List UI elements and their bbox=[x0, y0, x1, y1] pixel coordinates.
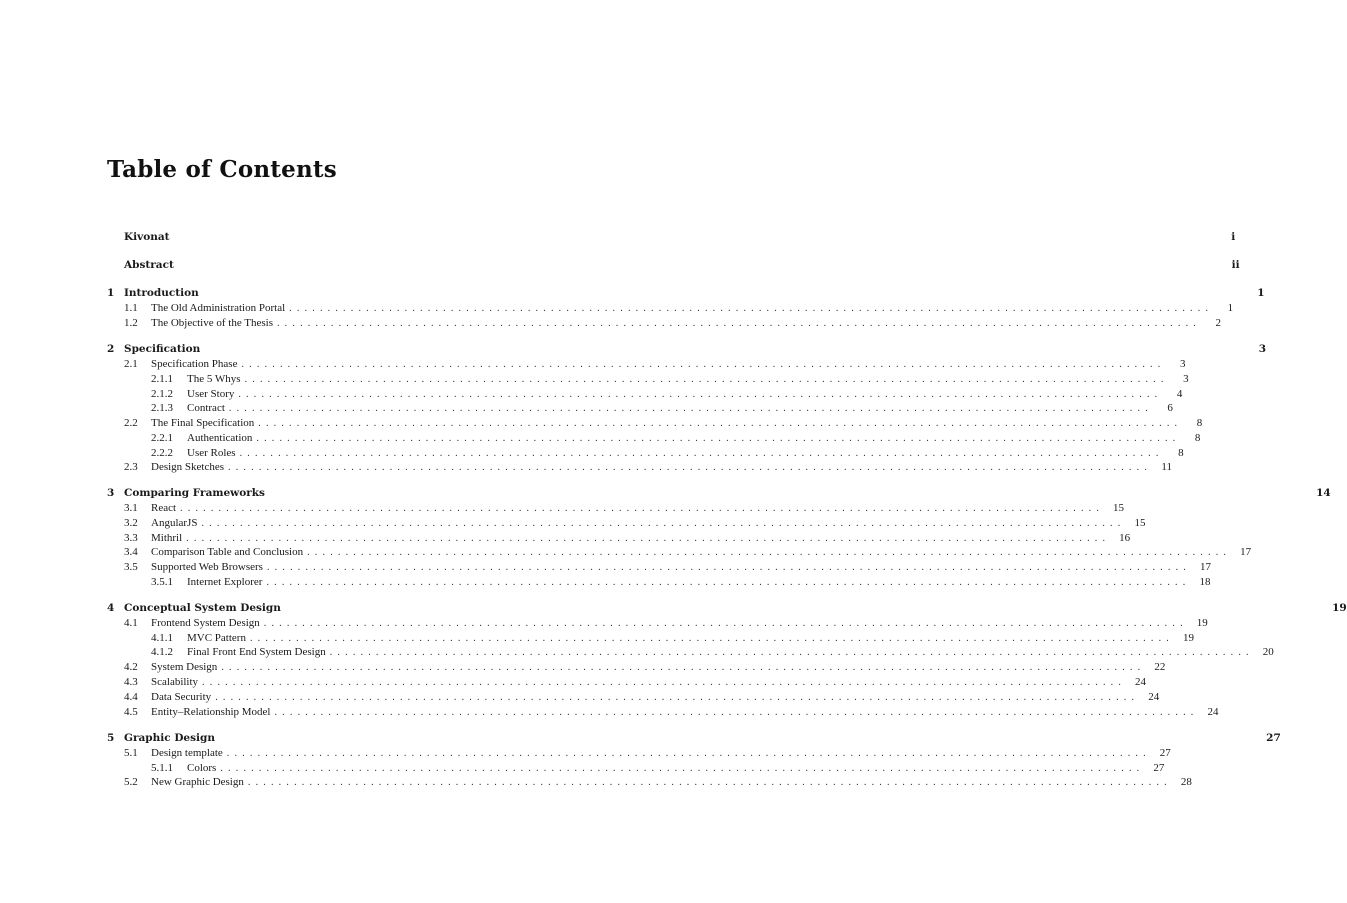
toc-entry[interactable] bbox=[107, 259, 1240, 273]
toc-entry-number: 3.1 bbox=[124, 502, 138, 514]
toc-entry[interactable] bbox=[107, 373, 1189, 387]
toc-entry-title: Comparison Table and Conclusion bbox=[151, 546, 304, 558]
toc-entry-title: Entity–Relationship Model bbox=[151, 706, 271, 718]
toc-leader-dots: ........................................................................................................................ bbox=[247, 777, 1172, 788]
toc-entry-number: 5.1.1 bbox=[151, 762, 173, 774]
toc-entry-title: User Story bbox=[187, 388, 235, 400]
toc-entry-title: System Design bbox=[151, 661, 218, 673]
toc-leader-dots: ........................................................................................................................ bbox=[266, 577, 1191, 588]
toc-entry-page: 1 bbox=[1227, 302, 1234, 314]
toc-leader-dots: ........................................................................................................................ bbox=[241, 359, 1166, 370]
toc-entry-number: 3.2 bbox=[124, 517, 138, 529]
toc-entry-number: 2.2.1 bbox=[151, 432, 173, 444]
toc-entry[interactable] bbox=[107, 487, 1331, 501]
toc-entry-title: The Final Specification bbox=[151, 417, 255, 429]
toc-entry-title: Authentication bbox=[187, 432, 253, 444]
toc-entry[interactable] bbox=[107, 732, 1281, 746]
toc-entry-title: MVC Pattern bbox=[187, 632, 246, 644]
toc-entry-title: Graphic Design bbox=[124, 732, 215, 744]
toc-leader-dots: ........................................................................................................................ bbox=[238, 389, 1163, 400]
toc-entry-title: New Graphic Design bbox=[151, 776, 244, 788]
toc-entry-number: 4.5 bbox=[124, 706, 138, 718]
toc-entry[interactable] bbox=[107, 402, 1173, 416]
toc-entry[interactable] bbox=[107, 358, 1186, 372]
toc-entry[interactable] bbox=[107, 776, 1192, 790]
toc-entry[interactable] bbox=[107, 691, 1160, 705]
toc-entry-title: Conceptual System Design bbox=[124, 602, 281, 614]
toc-entry-title: Kivonat bbox=[124, 231, 170, 243]
toc-entry[interactable] bbox=[107, 762, 1165, 776]
page-title: Table of Contents bbox=[107, 156, 337, 183]
toc-entry-title: Design template bbox=[151, 747, 223, 759]
toc-leader-dots: ........................................................................................................................ bbox=[226, 748, 1151, 759]
toc-entry-title: Frontend System Design bbox=[151, 617, 260, 629]
toc-entry-title: Design Sketches bbox=[151, 461, 225, 473]
toc-entry-number: 2.2.2 bbox=[151, 447, 173, 459]
toc-leader-dots: ........................................................................................................................ bbox=[186, 533, 1111, 544]
toc-entry-number: 2.1.2 bbox=[151, 388, 173, 400]
toc-entry-page: 1 bbox=[1257, 287, 1265, 299]
toc-entry[interactable] bbox=[107, 617, 1208, 631]
toc-entry[interactable] bbox=[107, 432, 1201, 446]
toc-entry-page: 24 bbox=[1135, 676, 1147, 688]
toc-leader-dots: ........................................................................................................................ bbox=[244, 374, 1169, 385]
toc-entry-number: 4.1 bbox=[124, 617, 138, 629]
toc-entry-number: 4.2 bbox=[124, 661, 138, 673]
toc-entry[interactable] bbox=[107, 447, 1184, 461]
toc-entry-page: 3 bbox=[1179, 358, 1186, 370]
toc-entry-number: 3.4 bbox=[124, 546, 138, 558]
toc-leader-dots: ........................................................................................................................ bbox=[239, 448, 1164, 459]
toc-entry-number: 5.1 bbox=[124, 747, 138, 759]
toc-entry-number: 2.1.3 bbox=[151, 402, 173, 414]
toc-entry-title: Final Front End System Design bbox=[187, 646, 326, 658]
toc-leader-dots: ........................................................................................................................ bbox=[307, 547, 1232, 558]
toc-entry-page: 20 bbox=[1262, 646, 1274, 658]
toc-entry-page: ii bbox=[1231, 259, 1240, 271]
toc-entry-title: Introduction bbox=[124, 287, 199, 299]
toc-entry-page: 14 bbox=[1316, 487, 1331, 499]
toc-entry-page: 17 bbox=[1199, 561, 1211, 573]
toc-entry[interactable] bbox=[107, 532, 1131, 546]
toc-entry-number: 5 bbox=[107, 732, 115, 744]
toc-entry[interactable] bbox=[107, 747, 1171, 761]
toc-leader-dots: ........................................................................................................................ bbox=[329, 647, 1254, 658]
toc-entry-title: Colors bbox=[187, 762, 217, 774]
toc-entry-title: User Roles bbox=[187, 447, 236, 459]
toc-leader-dots: ........................................................................................................................ bbox=[228, 403, 1153, 414]
toc-leader-dots: ........................................................................................................................ bbox=[276, 318, 1201, 329]
toc-entry-title: The Objective of the Thesis bbox=[151, 317, 273, 329]
toc-entry-page: 3 bbox=[1258, 343, 1267, 355]
toc-entry[interactable] bbox=[107, 706, 1219, 720]
toc-entry-number: 2.1 bbox=[124, 358, 138, 370]
toc-leader-dots: ........................................................................................................................ bbox=[202, 677, 1127, 688]
toc-entry[interactable] bbox=[107, 546, 1252, 560]
toc-entry[interactable] bbox=[107, 461, 1173, 475]
toc-entry-number: 4.3 bbox=[124, 676, 138, 688]
toc-entry-page: 24 bbox=[1207, 706, 1219, 718]
toc-leader-dots: ........................................................................................................................ bbox=[221, 662, 1146, 673]
toc-leader-dots: ........................................................................................................................ bbox=[289, 303, 1214, 314]
toc-entry[interactable] bbox=[107, 646, 1274, 660]
toc-entry-page: 16 bbox=[1119, 532, 1131, 544]
toc-leader-dots: ........................................................................................................................ bbox=[274, 707, 1199, 718]
toc-entry[interactable] bbox=[107, 417, 1203, 431]
toc-entry-number: 3.3 bbox=[124, 532, 138, 544]
toc-entry[interactable] bbox=[107, 388, 1183, 402]
toc-leader-dots: ........................................................................................................................ bbox=[228, 462, 1153, 473]
toc-entry-page: 15 bbox=[1134, 517, 1146, 529]
toc-entry-title: Comparing Frameworks bbox=[124, 487, 265, 499]
toc-entry[interactable] bbox=[107, 602, 1347, 616]
toc-entry-title: The Old Administration Portal bbox=[151, 302, 286, 314]
toc-entry-number: 1.1 bbox=[124, 302, 138, 314]
toc-entry[interactable] bbox=[107, 661, 1166, 675]
toc-entry-page: 19 bbox=[1182, 632, 1194, 644]
toc-leader-dots: ........................................................................................................................ bbox=[249, 633, 1174, 644]
toc-entry-page: 18 bbox=[1199, 576, 1211, 588]
toc-leader-dots: ........................................................................................................................ bbox=[215, 692, 1140, 703]
toc-entry-title: Abstract bbox=[124, 259, 174, 271]
toc-entry-title: The 5 Whys bbox=[187, 373, 241, 385]
toc-entry-title: Scalability bbox=[151, 676, 199, 688]
toc-leader-dots: ........................................................................................................................ bbox=[220, 763, 1145, 774]
toc-entry-number: 2 bbox=[107, 343, 115, 355]
toc-entry-number: 5.2 bbox=[124, 776, 138, 788]
toc-leader-dots: ........................................................................................................................ bbox=[256, 433, 1181, 444]
toc-entry-number: 1 bbox=[107, 287, 115, 299]
toc-entry-title: AngularJS bbox=[151, 517, 198, 529]
toc-entry-page: 27 bbox=[1266, 732, 1281, 744]
toc-entry-number: 3 bbox=[107, 487, 115, 499]
toc-entry-page: 11 bbox=[1161, 461, 1173, 473]
toc-entry[interactable] bbox=[107, 576, 1211, 590]
toc-entry-title: Specification bbox=[124, 343, 201, 355]
toc-entry-page: 8 bbox=[1196, 417, 1203, 429]
toc-leader-dots: ........................................................................................................................ bbox=[263, 618, 1188, 629]
toc-leader-dots: ........................................................................................................................ bbox=[180, 503, 1105, 514]
toc-entry[interactable] bbox=[107, 343, 1267, 357]
toc-entry-page: 17 bbox=[1240, 546, 1252, 558]
toc-entry-title: Mithril bbox=[151, 532, 183, 544]
toc-entry-page: 8 bbox=[1178, 447, 1184, 459]
toc-entry-page: 8 bbox=[1194, 432, 1201, 444]
toc-entry[interactable] bbox=[107, 632, 1194, 646]
toc-entry-page: 2 bbox=[1215, 317, 1221, 329]
toc-entry[interactable] bbox=[107, 676, 1147, 690]
toc-entry-page: 4 bbox=[1176, 388, 1183, 400]
toc-entry[interactable] bbox=[107, 517, 1146, 531]
toc-entry-number: 2.2 bbox=[124, 417, 138, 429]
toc-entry-title: Data Security bbox=[151, 691, 212, 703]
toc-entry-page: 27 bbox=[1159, 747, 1171, 759]
toc-entry-page: 24 bbox=[1148, 691, 1160, 703]
toc-entry-number: 3.5.1 bbox=[151, 576, 173, 588]
toc-entry[interactable] bbox=[107, 502, 1125, 516]
toc-entry-page: 27 bbox=[1153, 762, 1165, 774]
toc-entry-number: 4 bbox=[107, 602, 115, 614]
toc-entry-number: 1.2 bbox=[124, 317, 138, 329]
toc-entry-number: 4.4 bbox=[124, 691, 138, 703]
toc-leader-dots: ........................................................................................................................ bbox=[201, 518, 1126, 529]
toc-entry-title: Specification Phase bbox=[151, 358, 238, 370]
toc-entry-page: 15 bbox=[1113, 502, 1125, 514]
toc-leader-dots: ........................................................................................................................ bbox=[258, 418, 1183, 429]
toc-entry[interactable] bbox=[107, 561, 1211, 575]
toc-entry-number: 4.1.2 bbox=[151, 646, 173, 658]
toc-entry-page: 22 bbox=[1154, 661, 1166, 673]
toc-entry-number: 3.5 bbox=[124, 561, 138, 573]
toc-entry-page: 19 bbox=[1196, 617, 1208, 629]
toc-leader-dots: ........................................................................................................................ bbox=[266, 562, 1191, 573]
toc-entry-title: Internet Explorer bbox=[187, 576, 263, 588]
toc-entry-number: 4.1.1 bbox=[151, 632, 173, 644]
toc-entry[interactable] bbox=[107, 231, 1236, 245]
toc-entry-page: 3 bbox=[1183, 373, 1189, 385]
toc-entry-page: 6 bbox=[1167, 402, 1173, 414]
toc-entry-page: i bbox=[1231, 231, 1236, 243]
toc-entry-title: React bbox=[151, 502, 177, 514]
toc-entry-number: 2.3 bbox=[124, 461, 138, 473]
toc-entry-page: 19 bbox=[1332, 602, 1347, 614]
toc-entry-title: Supported Web Browsers bbox=[151, 561, 263, 573]
toc-entry-number: 2.1.1 bbox=[151, 373, 173, 385]
toc-entry-title: Contract bbox=[187, 402, 225, 414]
toc-entry[interactable] bbox=[107, 317, 1221, 331]
toc-entry[interactable] bbox=[107, 302, 1234, 316]
toc-entry[interactable] bbox=[107, 287, 1265, 301]
toc-entry-page: 28 bbox=[1180, 776, 1192, 788]
